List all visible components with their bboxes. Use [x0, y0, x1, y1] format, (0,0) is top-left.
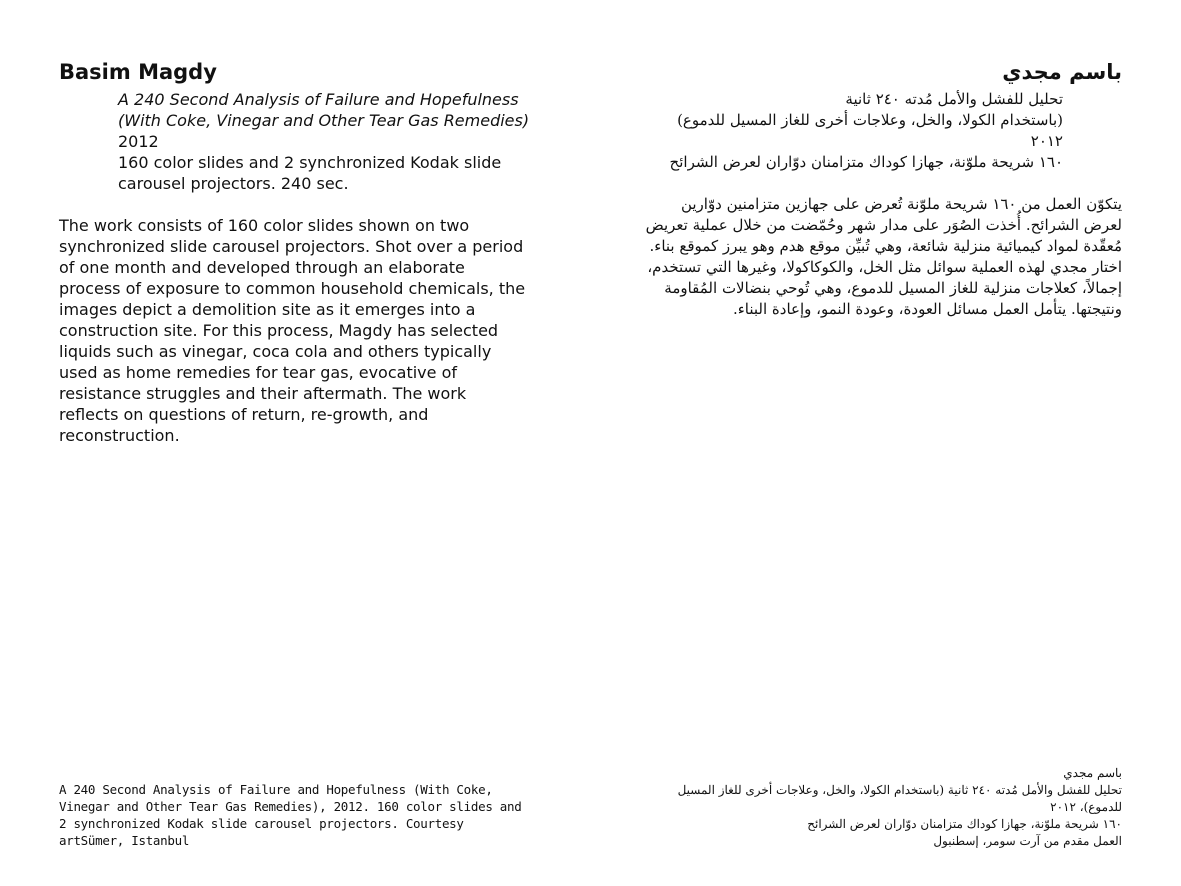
artwork-year-arabic: ٢٠١٢ [1030, 132, 1063, 150]
artwork-details [118, 89, 539, 194]
image-caption-arabic [642, 765, 1122, 850]
artwork-title-line-2-arabic: (باستخدام الكولا، والخل، وعلاجات أخرى للغاز المسيل للدموع) [677, 111, 1063, 129]
artwork-title-line-1: A 240 Second Analysis of Failure and Hopefulness [118, 90, 519, 109]
artwork-title-line-2: (With Coke, Vinegar and Other Tear Gas Remedies) [118, 111, 530, 130]
artwork-details-arabic [642, 89, 1063, 173]
caption-artist-arabic: باسم مجدي [1063, 766, 1122, 780]
artwork-medium-arabic: ١٦٠ شريحة ملوّنة، جهازا كوداك متزامنان دوّاران لعرض الشرائح [669, 153, 1063, 171]
artwork-description: The work consists of 160 color slides shown on two synchronized slide carousel projectors. Shot over a period of one month and developed through an elaborate process of exposure to common household chemicals, the images depict a demolition site as it emerges into a construction site. For this process, Magdy has selected liquids such as vinegar, coca cola and others typically used as home remedies for tear gas, evocative of resistance struggles and their aftermath. The work reflects on questions of return, re-growth, and reconstruction. [59, 216, 526, 445]
artwork-title-line-1-arabic: تحليل للفشل والأمل مُدته ٢٤٠ ثانية [845, 90, 1063, 108]
caption-title-arabic: تحليل للفشل والأمل مُدته ٢٤٠ ثانية (باستخدام الكولا، والخل، وعلاجات أخرى للغاز المسيل للدموع)، ٢٠١٢ [677, 783, 1122, 814]
image-caption: A 240 Second Analysis of Failure and Hopefulness (With Coke, Vinegar and Other Tear Gas Remedies), 2012. 160 color slides and 2 synchronized Kodak slide carousel projectors. Courtesy artSümer, Istanbul [59, 782, 522, 848]
artist-name: Basim Magdy [59, 60, 217, 84]
caption-credit-arabic: العمل مقدم من آرت سومر، إسطنبول [933, 834, 1122, 848]
caption-medium-arabic: ١٦٠ شريحة ملوّنة، جهازا كوداك متزامنان دوّاران لعرض الشرائح [807, 817, 1122, 831]
artwork-medium: 160 color slides and 2 synchronized Kodak slide carousel projectors. 240 sec. [118, 153, 502, 193]
artwork-description-arabic: يتكوّن العمل من ١٦٠ شريحة ملوّنة تُعرض على جهازين متزامنين دوّارين لعرض الشرائح. أُخذت الصُوَر على مدار شهر وحُمّضت من خلال عملية تعريض مُعقّدة لمواد كيميائية منزلية شائعة، وهي تُبيِّن موقع هدم وهو يبرز كموقع بناء. اختار مجدي لهذه العملية سوائل مثل الخل، والكوكاكولا، وغيرها التي تستخدم، إجمالاً، كعلاجات منزلية للغاز المسيل للدموع، وهي تُوحي بنضالات المُقاومة ونتيجتها. يتأمل العمل مسائل العودة، وعودة النمو، وإعادة البناء. [645, 195, 1122, 318]
artist-name-arabic: باسم مجدي [1002, 60, 1122, 84]
english-column [59, 58, 539, 462]
artwork-year: 2012 [118, 132, 159, 151]
arabic-column [642, 58, 1122, 335]
